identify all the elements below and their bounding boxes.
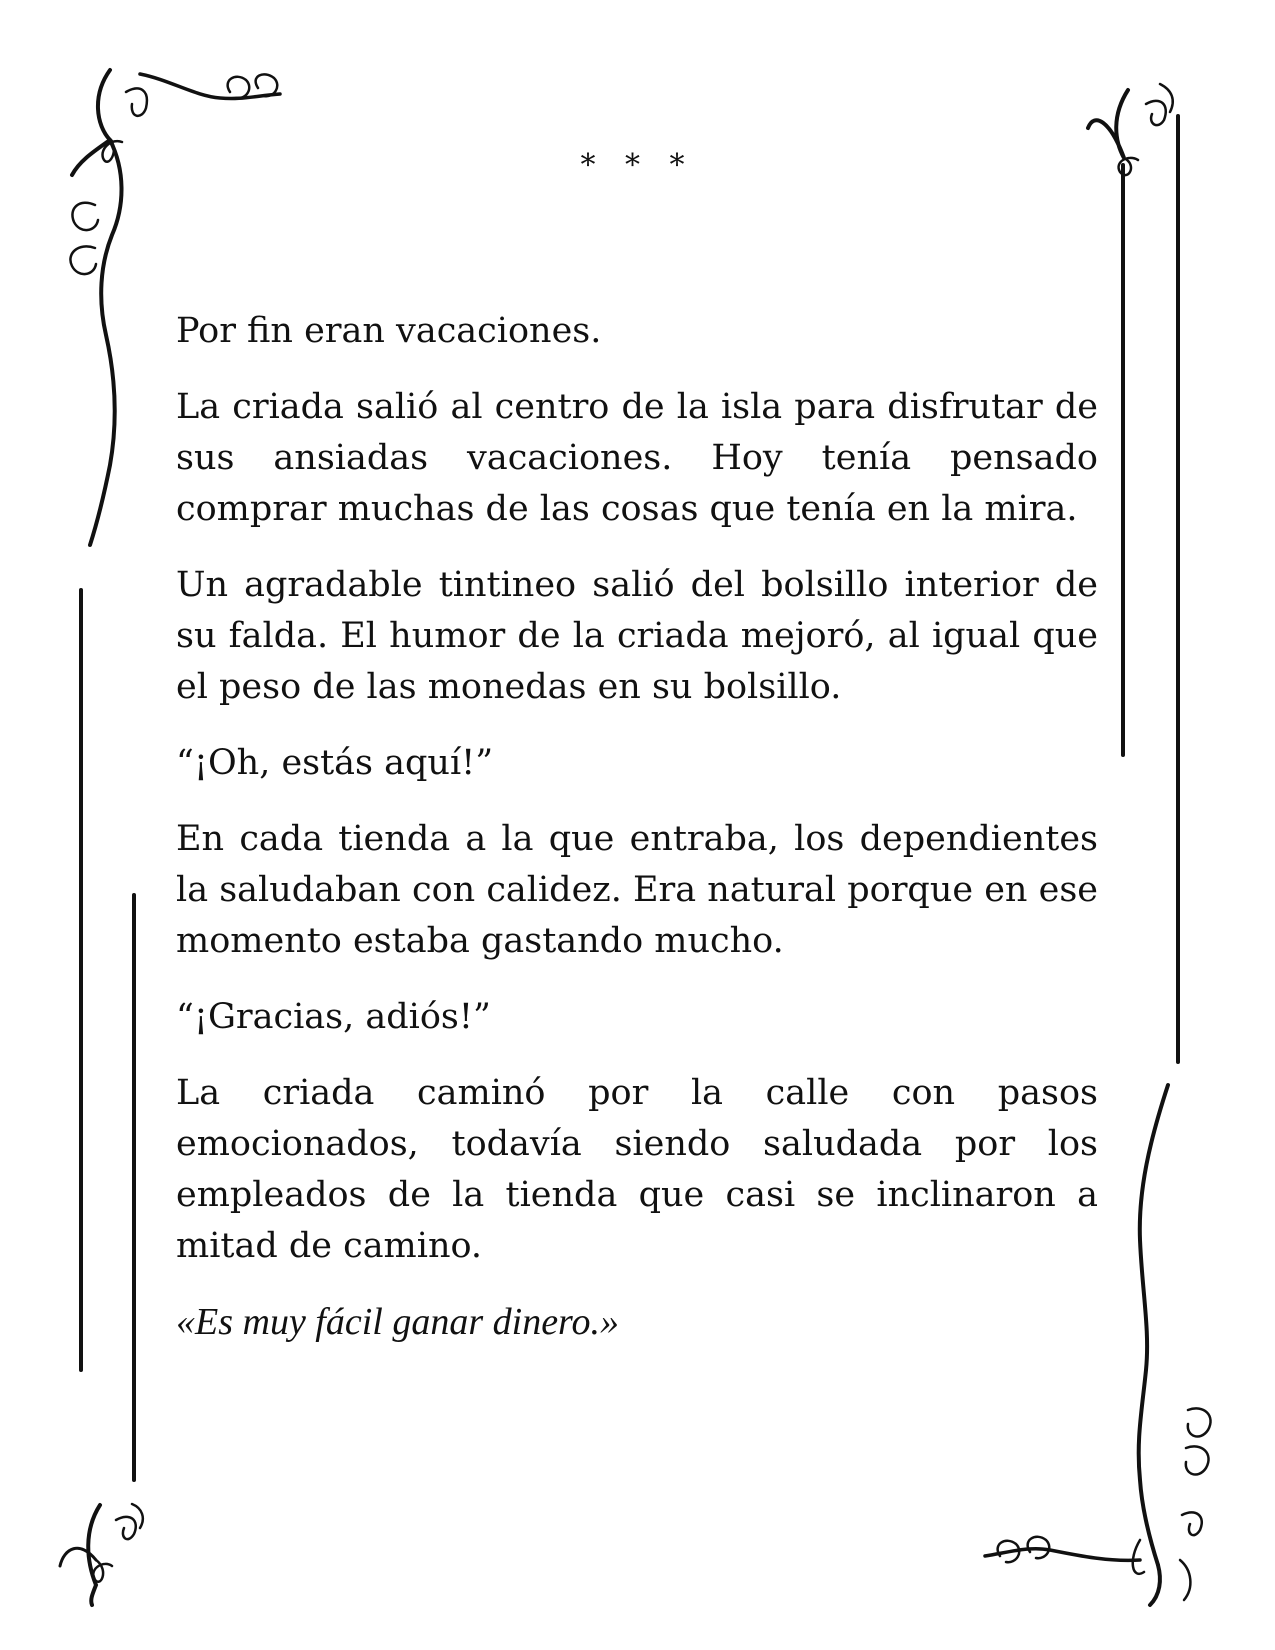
dialogue-line: “¡Oh, estás aquí!”	[176, 743, 494, 783]
bottom-left-flourish-icon	[60, 1504, 143, 1605]
paragraph: Por fin eran vacaciones.	[176, 311, 602, 351]
paragraph: La criada caminó por la calle con pasos emocionados, todavía siendo saludada por los empleados de la tienda que casi se inclinaron a mitad de camino.	[176, 1073, 1098, 1266]
paragraph: La criada salió al centro de la isla para disfrutar de sus ansiadas vacaciones. Hoy tenía pensado comprar muchas de las cosas que tenía en la mira.	[176, 387, 1098, 529]
inner-thought: «Es muy fácil ganar dinero.»	[176, 1301, 619, 1343]
paragraph: Un agradable tintineo salió del bolsillo interior de su falda. El humor de la criada mejoró, al igual que el peso de las monedas en su bolsillo.	[176, 565, 1098, 707]
scene-separator: * * *	[580, 148, 695, 183]
paragraph: En cada tienda a la que entraba, los dependientes la saludaban con calidez. Era natural porque en ese momento estaba gastando mucho.	[176, 819, 1098, 961]
story-text	[176, 306, 1098, 1373]
dialogue-line: “¡Gracias, adiós!”	[176, 997, 491, 1037]
